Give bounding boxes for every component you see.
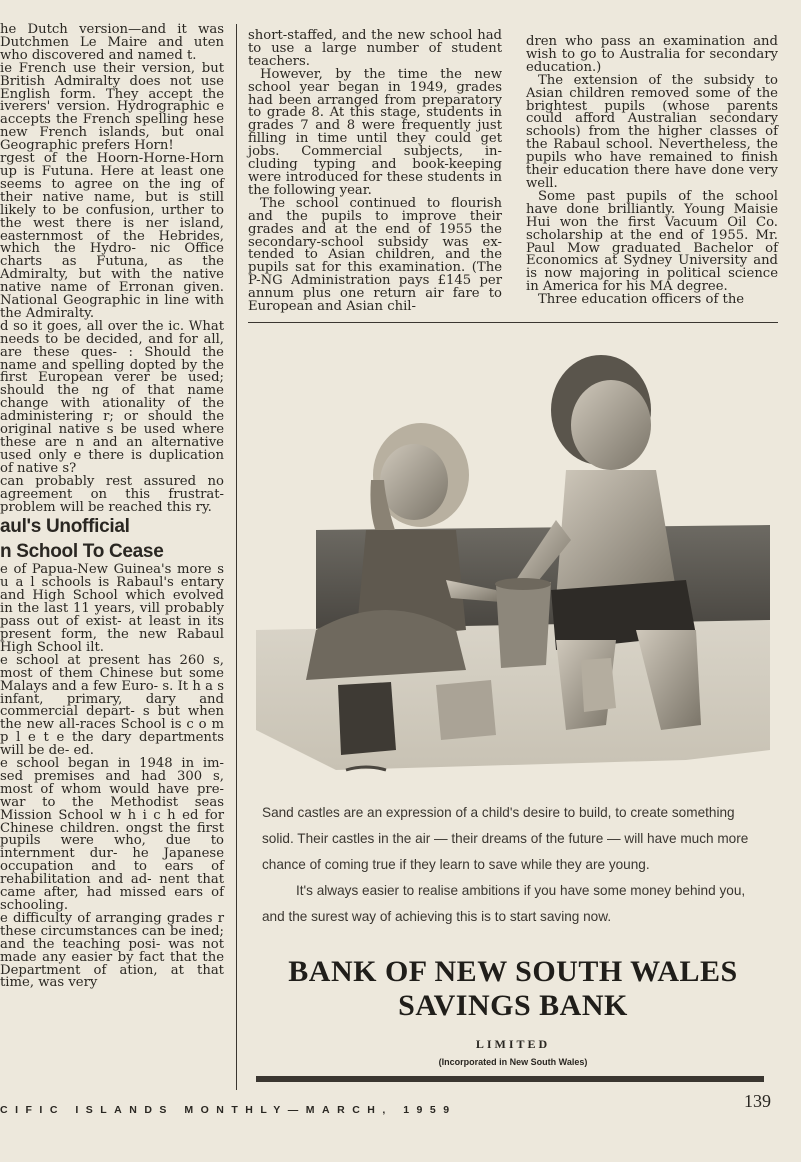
article-column-right	[526, 36, 778, 326]
bank-limited: LIMITED	[475, 1037, 551, 1051]
paragraph: short-staffed, and the new school had to use a large number of student teachers.	[248, 28, 502, 69]
paragraph: rgest of the Hoorn-Horne-Horn up is Futuna. Here at least one seems to agree on the ing of their native name, but is still likely to be confusion, urther to the west there is ner island, easternmost of the Hebrides, which the Hydro- nic Office charts as Futuna, as the Admiralty, but with the native native name of Erronan given. National Geographic in line with the Admiralty.	[0, 151, 224, 321]
paragraph: Some past pupils of the school have done brilliantly. Young Maisie Hui won the first Vacuum Oil Co. scholarship at the end of 1955. Mr. Paul Mow graduated Bachelor of Economics at Sydney University and is now majoring in political science in America for his MA degree.	[526, 188, 778, 295]
article-column-middle	[248, 28, 502, 315]
ad-bottom-rule	[256, 1076, 764, 1082]
paragraph: d so it goes, all over the ic. What needs to be decided, and for all, are these ques- : Should the name and spelling dopted by the first European verer be used; should the ng of that name change with ationality of the administering r; or should the original native s be used where these are n and an alternative used only e there is duplication of native s?	[0, 318, 224, 476]
paragraph: Three education officers of the	[538, 292, 745, 308]
sandcastle	[436, 680, 496, 740]
bank-incorporation: (Incorporated in New South Wales)	[438, 1057, 588, 1067]
ad-tagline	[262, 800, 762, 930]
paragraph: can probably rest assured no agreement on this frustrat- problem will be reached this ry.	[0, 473, 224, 515]
paragraph: The school continued to flourish and the pupils to improve their grades and at the end of 1955 the secondary-school subsidy was ex- tended to Asian children, and the pupils sat for this examination. (The P-NG Administration pays £145 per annum plus one return air fare to European and Asian chil-	[248, 195, 502, 315]
bank-name-line2: SAVINGS BANK	[398, 989, 628, 1022]
ad-tagline-paragraph: It's always easier to realise ambitions if you have some money behind you, and the surest way of achieving this is to start saving now.	[262, 883, 746, 924]
ad-tagline-paragraph: Sand castles are an expression of a child's desire to build, to create something solid. Their castles in the air — their dreams of the future — will have much more chance of coming true if they learn to save while they are young.	[262, 805, 749, 872]
article-heading-line2: n School To Cease	[0, 541, 164, 563]
children-sandcastle-photo	[256, 330, 770, 775]
bank-name-line1: BANK OF NEW SOUTH WALES	[288, 955, 738, 988]
pail	[338, 682, 396, 755]
bank-name	[248, 955, 778, 1023]
page-number: 139	[744, 1091, 771, 1111]
running-title: CIFIC ISLANDS MONTHLY—MARCH, 1959	[0, 1104, 457, 1116]
page-footer	[0, 1091, 801, 1130]
sandcastle-small	[581, 658, 616, 712]
paragraph: e difficulty of arranging grades r these circumstances can be ined; and the teaching posi- was not made any easier by fact that the Department of ation, at that time, was very	[0, 910, 224, 991]
bank-advertisement	[248, 300, 778, 1075]
paragraph: dren who pass an examination and wish to go to Australia for secondary education.)	[526, 34, 778, 75]
column-divider	[236, 24, 237, 1090]
paragraph: ie French use their version, but British Admiralty does not use English form. They accept the iverers' version. Hydrographic e accepts the French spelling hese new French islands, but onal Geographic prefers Horn!	[0, 60, 224, 154]
paragraph: The extension of the subsidy to Asian children removed some of the brightest pupils (whose parents could afford Australian secondary schools) from the higher classes of the Rabaul school. Nevertheless, the pupils who have remained to finish their education there have done very well.	[526, 72, 778, 191]
article-column-left	[0, 24, 224, 1089]
article-heading-line1: aul's Unofficial	[0, 516, 130, 538]
bucket	[496, 582, 551, 668]
paragraph: e of Papua-New Guinea's more s u a l schools is Rabaul's entary and High School which evolved in the last 11 years, vill probably pass out of exist- at least in its present form, the new Rabaul High School ilt.	[0, 562, 224, 655]
paragraph: e school at present has 260 s, most of them Chinese but some Malays and a few Euro- s. It h a s infant, primary, dary and commercial depart- s but when the new all-races School is c o m p l e t e the dary departments will be de- ed.	[0, 652, 224, 759]
paragraph: e school began in 1948 in im- sed premises and had 300 s, most of whom would have pre-war to the Methodist seas Mission School w h i c h ed for Chinese children. ongst the first pupils were who, due to internment dur- he Japanese occupation and to ears of rehabilitation and ad- nent that came after, had missed ears of schooling.	[0, 756, 224, 913]
paragraph: he Dutch version—and it was Dutchmen Le Maire and uten who discovered and named t.	[0, 22, 224, 63]
paragraph: However, by the time the new school year began in 1949, grades had been arranged from preparatory to grade 8. At this stage, students in grades 7 and 8 were frequently just filling in time until they could get jobs. Commercial subjects, in- cluding typing and book-keeping were introduced for these students in the following year.	[248, 66, 502, 198]
